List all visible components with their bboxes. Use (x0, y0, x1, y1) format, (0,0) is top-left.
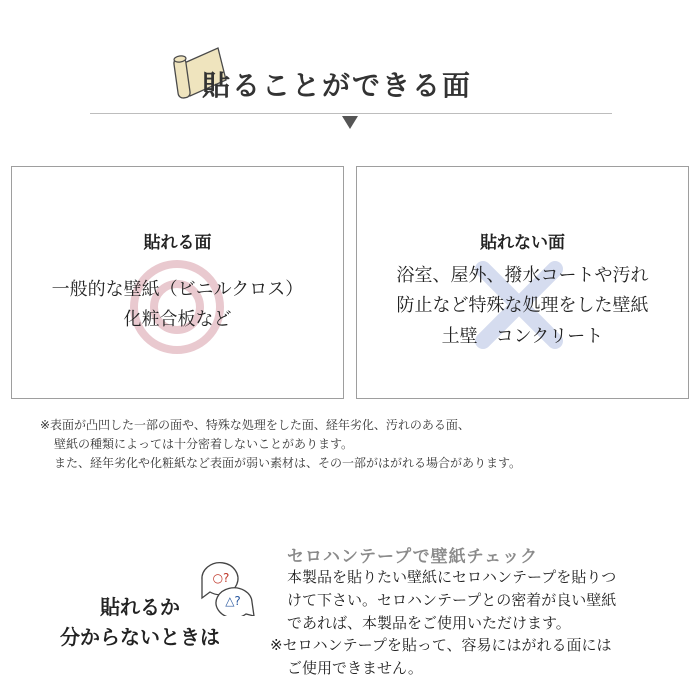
note-line-3: また、経年劣化や化粧紙など表面が弱い素材は、その一部がはがれる場合があります。 (54, 456, 522, 470)
check-note-line-2: ご使用できません。 (287, 659, 423, 677)
speech-bubbles-icon (196, 558, 258, 616)
bubble-1-text: ○? (212, 571, 230, 585)
question-line-2: 分からないときは (60, 625, 220, 649)
bubble-2-text: △? (225, 594, 241, 608)
ng-line-1: 浴室、屋外、撥水コートや汚れ (396, 265, 649, 286)
check-body-line-3: であれば、本製品をご使用いただけます。 (287, 614, 571, 632)
ok-panel-heading: 貼れる面 (143, 233, 212, 253)
page-title: 貼ることができる面 (202, 69, 473, 102)
note-line-1: ※表面が凸凹した一部の面や、特殊な処理をした面、経年劣化、汚れのある面、 (40, 418, 470, 432)
ok-line-2: 化粧合板など (123, 309, 232, 330)
ng-line-2: 防止など特殊な処理をした壁紙 (396, 295, 649, 316)
caution-notes (40, 416, 521, 473)
note-line-2: 壁紙の種類によっては十分密着しないことがあります。 (54, 437, 354, 451)
ng-panel-text (357, 261, 688, 321)
down-arrow-icon (342, 116, 358, 129)
check-note (270, 634, 680, 680)
check-body-line-2: けて下さい。セロハンテープとの密着が良い壁紙 (287, 591, 617, 609)
check-body (287, 566, 677, 635)
title-divider (90, 113, 612, 114)
ng-surface-panel (356, 166, 689, 399)
check-body-line-1: 本製品を貼りたい壁紙にセロハンテープを貼りつ (287, 568, 617, 586)
question-line-1: 貼れるか (100, 595, 180, 619)
ok-panel-text (12, 275, 343, 335)
check-title: セロハンテープで壁紙チェック (287, 547, 539, 567)
ok-line-1: 一般的な壁紙（ビニルクロス） (51, 279, 304, 300)
ng-panel-heading: 貼れない面 (480, 233, 565, 253)
ok-surface-panel (11, 166, 344, 399)
check-note-line-1: ※セロハンテープを貼って、容易にはがれる面には (270, 636, 612, 654)
ng-extra-line: 土壁 コンクリート (441, 326, 604, 347)
